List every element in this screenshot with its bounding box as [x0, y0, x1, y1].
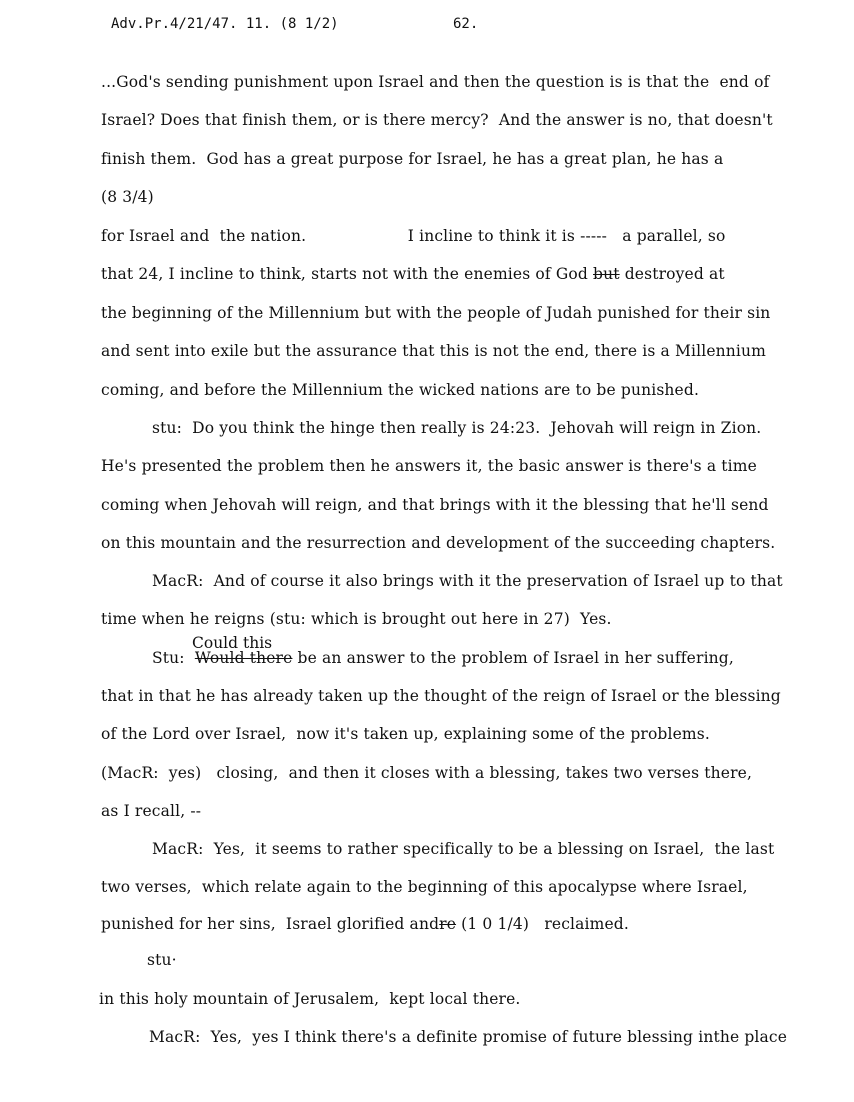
text-line-15: time when he reigns (stu: which is brought out here in 27) Yes.: [101, 610, 612, 628]
line-16-end: be an answer to the problem of Israel in her suffering,: [292, 649, 734, 667]
text-line-20: as I recall, --: [101, 802, 202, 820]
line-23-start: punished for her sins, Israel glorified and: [101, 915, 440, 933]
text-line-16: [152, 648, 734, 668]
text-line-1: ...God's sending punishment upon Israel and then the question is is that the end of: [101, 73, 770, 91]
text-line-23: [101, 914, 629, 934]
page-number: 62.: [453, 16, 479, 32]
text-line-11: He's presented the problem then he answers it, the basic answer is there's a time: [101, 457, 757, 475]
timestamp-marker: (8 3/4): [101, 188, 154, 206]
text-line-2: Israel? Does that finish them, or is there mercy? And the answer is no, that doesn't: [101, 111, 773, 129]
text-line-6: [101, 264, 725, 284]
text-line-3: finish them. God has a great purpose for Israel, he has a great plan, he has a: [101, 150, 724, 168]
handwritten-correction: Could this: [192, 634, 273, 652]
text-line-13: on this mountain and the resurrection and development of the succeeding chapters.: [101, 534, 776, 552]
text-line-9: coming, and before the Millennium the wicked nations are to be punished.: [101, 381, 700, 399]
text-line-8: and sent into exile but the assurance that this is not the end, there is a Millennium: [101, 342, 766, 360]
speaker-label: Stu:: [152, 649, 195, 667]
struck-syllable: re: [439, 915, 457, 933]
struck-word: but: [593, 265, 620, 283]
text-line-18: of the Lord over Israel, now it's taken up, explaining some of the problems.: [101, 725, 710, 743]
page-header-reference: Adv.Pr.4/21/47. 11. (8 1/2): [111, 16, 339, 32]
text-line-7: the beginning of the Millennium but with the people of Judah punished for their sin: [101, 304, 771, 322]
text-line-21: MacR: Yes, it seems to rather specifically to be a blessing on Israel, the last: [152, 840, 775, 858]
text-line-17: that in that he has already taken up the thought of the reign of Israel or the blessing: [101, 687, 781, 705]
line-6-end: destroyed at: [619, 265, 725, 283]
struck-phrase: Would there: [194, 649, 293, 667]
text-line-26: MacR: Yes, yes I think there's a definite promise of future blessing inthe place: [149, 1028, 788, 1046]
text-line-14: MacR: And of course it also brings with it the preservation of Israel up to that: [152, 572, 783, 590]
line-23-end: (1 0 1/4) reclaimed.: [456, 915, 629, 933]
text-line-10: stu: Do you think the hinge then really is 24:23. Jehovah will reign in Zion.: [152, 419, 762, 437]
text-line-25: in this holy mountain of Jerusalem, kept local there.: [99, 990, 521, 1008]
text-line-12: coming when Jehovah will reign, and that brings with it the blessing that he'll send: [101, 496, 769, 514]
text-line-22: two verses, which relate again to the beginning of this apocalypse where Israel,: [101, 878, 748, 896]
text-line-5: for Israel and the nation. I incline to think it is ----- a parallel, so: [101, 227, 726, 245]
text-line-19: (MacR: yes) closing, and then it closes with a blessing, takes two verses there,: [101, 764, 753, 782]
line-6-start: that 24, I incline to think, starts not with the enemies of God: [101, 265, 588, 283]
text-line-24: stu·: [147, 951, 177, 969]
